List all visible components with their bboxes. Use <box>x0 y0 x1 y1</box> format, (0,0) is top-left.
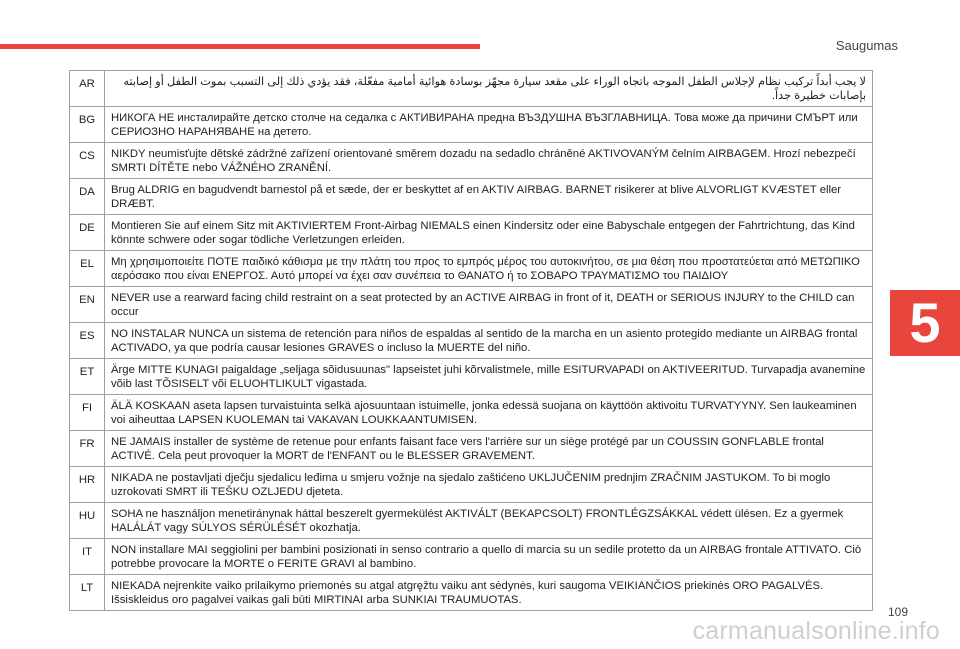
warning-text: NON installare MAI seggiolini per bambini posizionati in senso contrario a quello di marcia su un sedile protetto da un AIRBAG frontale ATTIVATO. Ciò potrebbe provocare la MORTE o FERITE GRAVI al bambino. <box>105 539 873 575</box>
language-code: ES <box>70 323 105 359</box>
table-row <box>70 395 873 431</box>
language-code: ET <box>70 359 105 395</box>
language-code: BG <box>70 107 105 143</box>
table-row <box>70 503 873 539</box>
warning-text: لا يجب أبداً تركيب نظام لإجلاس الطفل الموجه باتجاه الوراء على مقعد سيارة مجهّز بوسادة هوائية أمامية مفعّلة، فقد يؤدي ذلك إلى التسبب بموت الطفل أو إصابته بإصابات خطيرة جداً. <box>105 71 873 107</box>
warning-text: SOHA ne használjon menetiránynak háttal beszerelt gyermekülést AKTIVÁLT (BEKAPCSOLT) FRONTLÉGZSÁKKAL védett ülésen. Ez a gyermek HALÁLÁT vagy SÚLYOS SÉRÜLÉSÉT okozhatja. <box>105 503 873 539</box>
warning-text: NEVER use a rearward facing child restraint on a seat protected by an ACTIVE AIRBAG in front of it, DEATH or SERIOUS INJURY to the CHILD can occur <box>105 287 873 323</box>
language-code: AR <box>70 71 105 107</box>
warning-text: Montieren Sie auf einem Sitz mit AKTIVIERTEM Front-Airbag NIEMALS einen Kindersitz oder eine Babyschale entgegen der Fahrtrichtung, das Kind könnte schwere oder sogar tödliche Verletzungen erleiden. <box>105 215 873 251</box>
warning-text: NIKDY neumisťujte dětské zádržné zařízení orientované směrem dozadu na sedadlo chráněné AKTIVOVANÝM čelním AIRBAGEM. Hrozí nebezpečí SMRTI DÍTĚTE nebo VÁŽNÉHO ZRANĚNÍ. <box>105 143 873 179</box>
language-code: EL <box>70 251 105 287</box>
language-code: HR <box>70 467 105 503</box>
table-row <box>70 179 873 215</box>
table-row <box>70 287 873 323</box>
table-row <box>70 359 873 395</box>
language-code: FR <box>70 431 105 467</box>
warning-text: NIEKADA nejrenkite vaiko prilaikymo priemonės su atgal atgręžtu vaiku ant sėdynės, kuri saugoma VEIKIANČIOS priekinės ORO PAGALVĖS. Išsiskleidus oro pagalvei vaikas gali būti MIRTINAI arba SUNKIAI TRAUMUOTAS. <box>105 575 873 611</box>
page-number: 109 <box>887 605 908 619</box>
section-title: Saugumas <box>835 38 898 53</box>
chapter-number-tab: 5 <box>890 290 960 356</box>
language-code: FI <box>70 395 105 431</box>
warning-text: NIKADA ne postavljati dječju sjedalicu leđima u smjeru vožnje na sjedalo zaštićeno UKLJUČENIM prednjim ZRAČNIM JASTUKOM. To bi moglo uzrokovati SMRT ili TEŠKU OZLJEDU djeteta. <box>105 467 873 503</box>
warning-text: ÄLÄ KOSKAAN aseta lapsen turvaistuinta selkä ajosuuntaan istuimelle, jonka edessä suojana on käyttöön aktivoitu TURVATYYNY. Sen laukeaminen voi aiheuttaa LAPSEN KUOLEMAN tai VAKAVAN LOUKKAANTUMISEN. <box>105 395 873 431</box>
language-code: DE <box>70 215 105 251</box>
table-row <box>70 107 873 143</box>
table-row <box>70 539 873 575</box>
airbag-warning-table <box>69 70 873 611</box>
table-row <box>70 71 873 107</box>
table-row <box>70 575 873 611</box>
watermark: carmanualsonline.info <box>692 617 940 645</box>
language-code: IT <box>70 539 105 575</box>
header-accent-bar <box>0 44 480 49</box>
table-row <box>70 143 873 179</box>
warning-text: НИКОГА НЕ инсталирайте детско столче на седалка с АКТИВИРАНА предна ВЪЗДУШНА ВЪЗГЛАВНИЦА. Това може да причини СМЪРТ или СЕРИОЗНО НАРАНЯВАНЕ на детето. <box>105 107 873 143</box>
table-row <box>70 215 873 251</box>
table-row <box>70 467 873 503</box>
table-row <box>70 251 873 287</box>
language-code: DA <box>70 179 105 215</box>
language-code: LT <box>70 575 105 611</box>
warning-text: Ärge MITTE KUNAGI paigaldage „seljaga sõidusuunas" lapseistet juhi kõrvalistmele, mille ESITURVAPADI on AKTIVEERITUD. Turvapadja avanemine võib last TÕSISELT või ELUOHTLIKULT vigastada. <box>105 359 873 395</box>
warning-text: Μη χρησιμοποιείτε ΠΟΤΕ παιδικό κάθισμα με την πλάτη του προς το εμπρός μέρος του αυτοκινήτου, σε μια θέση που προστατεύεται από ΜΕΤΩΠΙΚΟ αερόσακο που είναι ΕΝΕΡΓΟΣ. Αυτό μπορεί να έχει σαν συνέπεια το ΘΑΝΑΤΟ ή το ΣΟΒΑΡΟ ΤΡΑΥΜΑΤΙΣΜΟ του ΠΑΙΔΙΟΥ <box>105 251 873 287</box>
table-row <box>70 323 873 359</box>
warning-text: Brug ALDRIG en bagudvendt barnestol på et sæde, der er beskyttet af en AKTIV AIRBAG. BARNET risikerer at blive ALVORLIGT KVÆSTET eller DRÆBT. <box>105 179 873 215</box>
language-code: CS <box>70 143 105 179</box>
table-row <box>70 431 873 467</box>
warning-text: NE JAMAIS installer de système de retenue pour enfants faisant face vers l'arrière sur un siège protégé par un COUSSIN GONFLABLE frontal ACTIVÉ. Cela peut provoquer la MORT de l'ENFANT ou le BLESSER GRAVEMENT. <box>105 431 873 467</box>
language-code: EN <box>70 287 105 323</box>
language-code: HU <box>70 503 105 539</box>
warning-text: NO INSTALAR NUNCA un sistema de retención para niños de espaldas al sentido de la marcha en un asiento protegido mediante un AIRBAG frontal ACTIVADO, ya que podría causar lesiones GRAVES o incluso la MUERTE del niño. <box>105 323 873 359</box>
